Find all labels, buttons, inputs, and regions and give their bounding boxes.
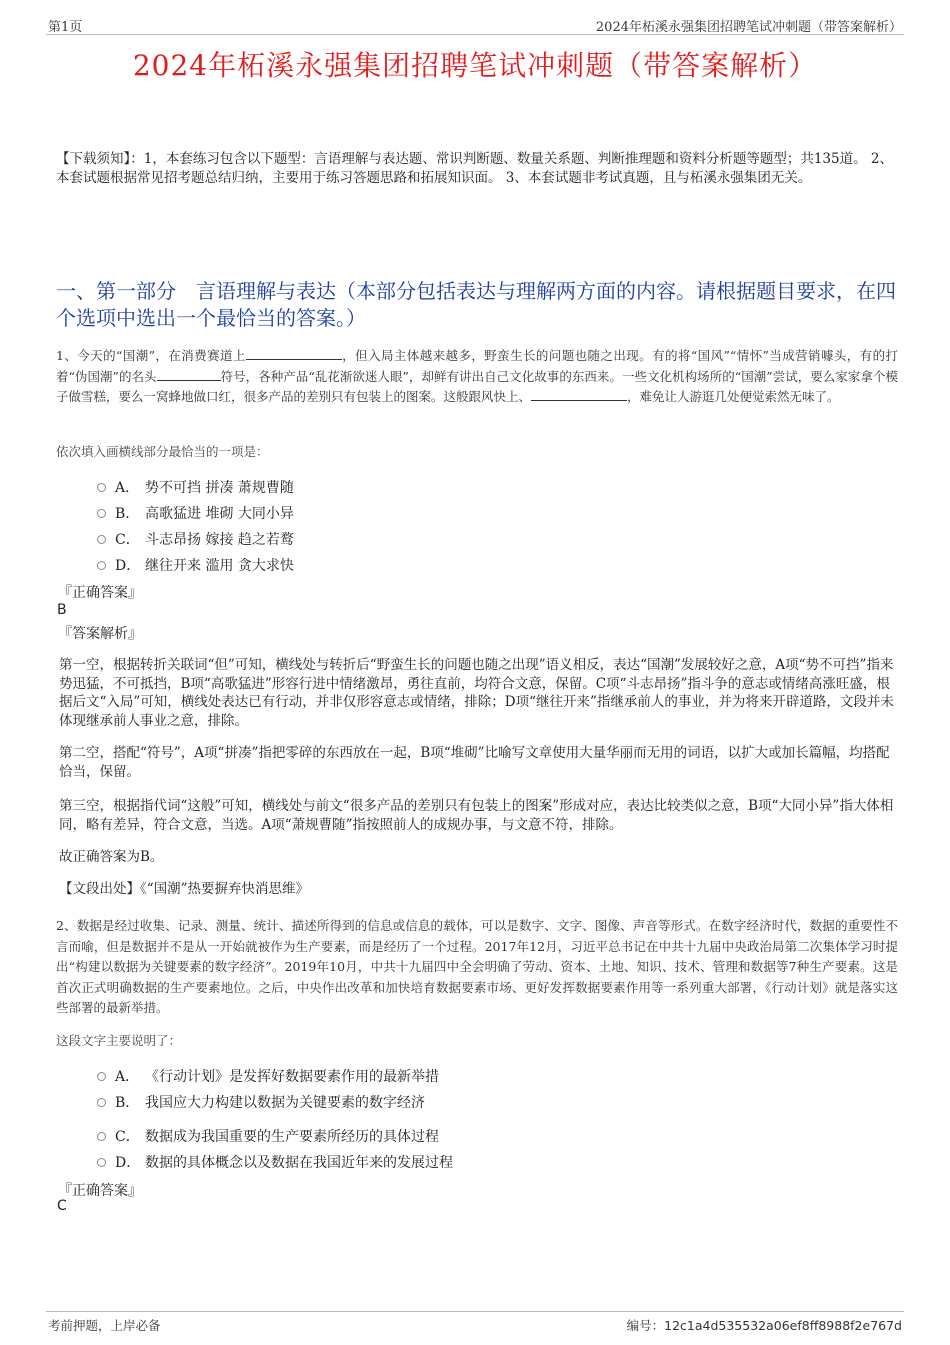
radio-icon[interactable] (97, 1132, 106, 1141)
question-2-text: 2、数据是经过收集、记录、测量、统计、描述所得到的信息或信息的载体，可以是数字、文字、图像、声音等形式。在数字经济时代，数据的重要性不言而喻，但是数据并不是从一开始就被作为生产要素，而是经历了一个过程。2017年12月，习近平总书记在中共十九届中央政治局第二次集体学习时提出“构建以数据为关键要素的数字经济”。2019年10月，中共十九届四中全会明确了劳动、资本、土地、知识、技术、管理和数据等7种生产要素。这是首次正式明确数据的生产要素地位。之后，中央作出改革和加快培育数据要素市场、更好发挥数据要素作用等一系列重大部署，《行动计划》就是落实这些部署的最新举措。 (56, 918, 898, 1015)
q1-answer-label: 『正确答案』 (58, 585, 142, 601)
q2-option-d[interactable]: D． 数据的具体概念以及数据在我国近年来的发展过程 (97, 1152, 453, 1172)
question-1-prompt: 依次填入画横线部分最恰当的一项是： (56, 444, 269, 459)
page-number: 第1页 (48, 20, 83, 35)
q2-option-a[interactable]: A． 《行动计划》是发挥好数据要素作用的最新举措 (97, 1066, 439, 1086)
blank-1 (246, 347, 342, 360)
radio-icon[interactable] (97, 1098, 106, 1107)
q1-option-c[interactable]: C． 斗志昂扬 嫁接 趋之若鹜 (97, 529, 294, 549)
q2-option-c[interactable]: C． 数据成为我国重要的生产要素所经历的具体过程 (97, 1126, 439, 1146)
q2-option-b[interactable]: B． 我国应大力构建以数据为关键要素的数字经济 (97, 1092, 425, 1112)
q1-option-d[interactable]: D． 继往开来 滥用 贪大求快 (97, 555, 294, 575)
footer-code: 编号：12c1a4d535532a06ef8ff8988f2e767d (626, 1318, 902, 1333)
section-title: 一、第一部分 言语理解与表达（本部分包括表达与理解两方面的内容。请根据题目要求，在四个选项中选出一个最恰当的答案。） (56, 279, 896, 330)
q1-analysis-3: 第三空，根据指代词“这般”可知，横线处与前文“很多产品的差别只有包装上的图案”形成对应，表达比较类似之意，B项“大同小异”指大体相同，略有差异，符合文意，当选。A项“萧规曹随”指按照前人的成规办事，与文意不符，排除。 (59, 798, 894, 833)
q1-analysis-conclusion: 故正确答案为B。 (59, 849, 164, 865)
radio-icon[interactable] (97, 1072, 106, 1081)
question-1-text: 1、今天的“国潮”，在消费赛道上 ，但入局主体越来越多，野蛮生长的问题也随之出现。有的将“国风”“情怀”当成营销噱头，有的打着“伪国潮”的名头 符号，各种产品“乱花渐欲迷人眼”，却鲜有讲出自己文化故事的东西来。一些文化机构场所的“国潮”尝试，要么家家拿个模子做雪糕，要么一窝蜂地做口红，很多产品的差别只有包装上的图案。这般跟风快上、 ，难免让人游逛几处便觉索然无味了。 (56, 348, 898, 404)
download-notice: 【下载须知】：1，本套练习包含以下题型：言语理解与表达题、常识判断题、数量关系题、判断推理题和资料分析题等题型；共135道。 2、本套试题根据常见招考题总结归纳，主要用于练习答题思路和拓展知识面。 3、本套试题非考试真题，且与柘溪永强集团无关。 (56, 151, 893, 186)
q2-answer-label: 『正确答案』 (58, 1183, 142, 1199)
q2-answer: C (57, 1198, 67, 1214)
footer-slogan: 考前押题，上岸必备 (48, 1318, 161, 1333)
q1-answer: B (57, 602, 67, 618)
radio-icon[interactable] (97, 509, 106, 518)
radio-icon[interactable] (97, 483, 106, 492)
q1-analysis-1: 第一空，根据转折关联词“但”可知，横线处与转折后“野蛮生长的问题也随之出现”语义相反，表达“国潮”发展较好之意，A项“势不可挡”指来势迅猛，不可抵挡，B项“高歌猛进”形容行进中情绪激昂，勇往直前，均符合文意，保留。C项“斗志昂扬”指斗争的意志或情绪高涨旺盛，根据后文“入局”可知，横线处表达已有行动，并非仅形容意志或情绪，排除；D项“继往开来”指继承前人的事业，并为将来开辟道路，文段并未体现继承前人事业之意，排除。 (59, 657, 894, 729)
q1-option-a[interactable]: A． 势不可挡 拼凑 萧规曹随 (97, 477, 294, 497)
header-doc-title: 2024年柘溪永强集团招聘笔试冲刺题（带答案解析） (595, 20, 902, 35)
blank-2 (157, 368, 221, 381)
radio-icon[interactable] (97, 1158, 106, 1167)
blank-3 (531, 388, 627, 401)
document-title: 2024年柘溪永强集团招聘笔试冲刺题（带答案解析） (132, 49, 818, 82)
page-header (46, 14, 904, 35)
q1-analysis-2: 第二空，搭配“符号”，A项“拼凑”指把零碎的东西放在一起，B项“堆砌”比喻写文章使用大量华丽而无用的词语，以扩大或加长篇幅，均搭配恰当，保留。 (59, 745, 890, 780)
q1-source: 【文段出处】《“国潮”热要摒弃快消思维》 (59, 881, 310, 897)
q1-option-b[interactable]: B． 高歌猛进 堆砌 大同小异 (97, 503, 294, 523)
question-2-prompt: 这段文字主要说明了： (56, 1033, 182, 1048)
radio-icon[interactable] (97, 535, 106, 544)
page-footer (46, 1311, 904, 1334)
radio-icon[interactable] (97, 561, 106, 570)
q1-analysis-label: 『答案解析』 (58, 626, 142, 642)
